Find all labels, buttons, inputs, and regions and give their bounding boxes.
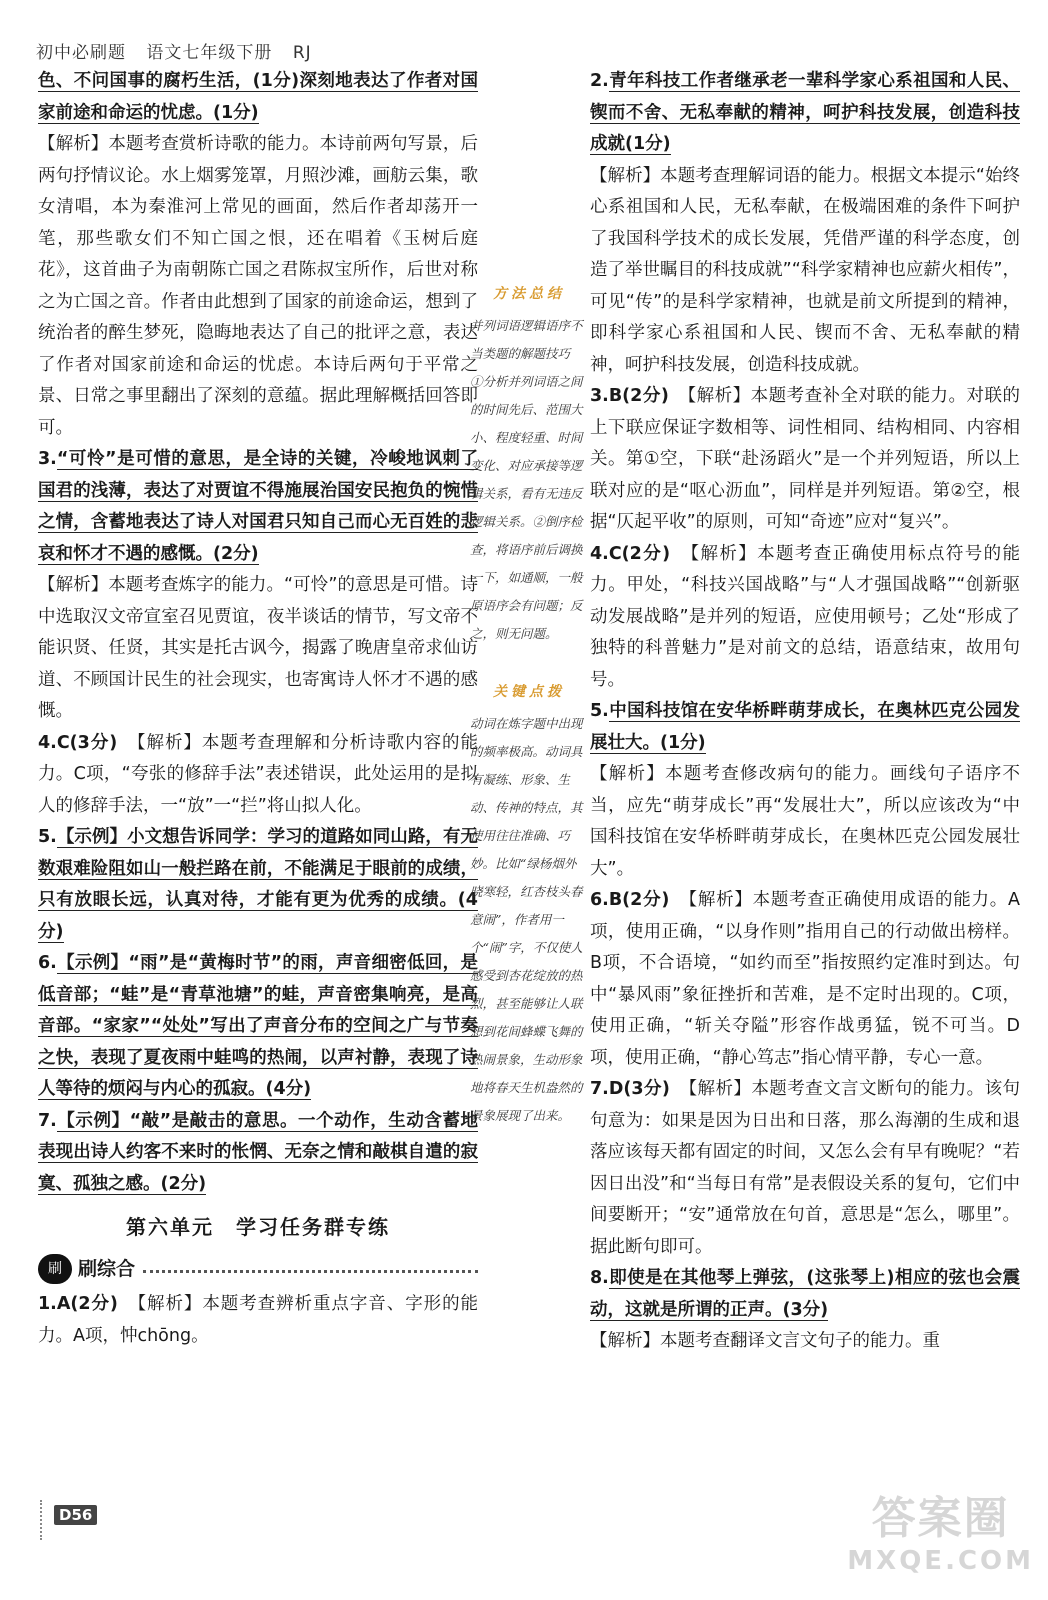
series-name: 初中必刷题 — [36, 43, 126, 63]
side-notes — [470, 280, 588, 1130]
question-3: 3.B(2分) 【解析】本题考查补全对联的能力。对联的上下联应保证字数相等、词性相同、结构相同、内容相关。第①空，下联“赴汤蹈火”是一个并列短语，所以上联对应的是“呕心沥血”，同样是并列短语。第②空，根据“仄起平收”的原则，可知“奇迹”应对“复兴”。 — [590, 386, 1021, 532]
subject-name: 语文七年级下册 — [146, 43, 273, 63]
continued-answer: 色、不问国事的腐朽生活，(1分)深刻地表达了作者对国家前途和命运的忧虑。(1分) — [38, 71, 478, 123]
section-label: 刷综合 — [78, 1257, 136, 1280]
question-7: 7.D(3分) 【解析】本题考查文言文断句的能力。该句句意为：如果是因为日出和日落，那么海潮的生成和退落应该每天都有固定的时间，又怎么会有早有晚呢？“若因日出没”和“当每日有常”是表假设关系的复句，它们中间要断开；“安”通常放在句首，意思是“怎么，哪里”。据此断句即可。 — [590, 1079, 1021, 1257]
question-7-answer: 7.【示例】“敲”是敲击的意思。一个动作，生动含蓄地表现出诗人约客不来时的怅惘、无奈之情和敲棋自遣的寂寞、孤独之感。(2分) — [38, 1110, 478, 1194]
question-2-answer: 2.青年科技工作者继承老一辈科学家心系祖国和人民、锲而不舍、无私奉献的精神，呵护科技发展，创造科技成就(1分) — [590, 71, 1020, 154]
question-2-analysis: 【解析】本题考查理解词语的能力。根据文本提示“始终心系祖国和人民，无私奉献，在极端困难的条件下呵护了我国科学技术的成长发展，凭借严谨的科学态度，创造了举世瞩目的科技成就”“科学家精神也应薪火相传”，可见“传”的是科学家精神，也就是前文所提到的精神，即科学家心系祖国和人民、锲而不舍、无私奉献的精神，呵护科技发展，创造科技成就。 — [590, 165, 1020, 375]
question-5-analysis: 【解析】本题考查修改病句的能力。画线句子语序不当，应先“萌芽成长”再“发展壮大”，所以应该改为“中国科技馆在安华桥畔萌芽成长，在奥林匹克公园发展壮大”。 — [590, 764, 1020, 879]
question-8-answer: 8.即使是在其他琴上弹弦，(这张琴上)相应的弦也会震动，这就是所谓的正声。(3分) — [590, 1268, 1020, 1320]
page-number: D56 — [54, 1505, 97, 1525]
left-column — [38, 66, 478, 1352]
right-column — [590, 66, 1020, 1358]
page-margin-dots — [40, 1500, 46, 1540]
watermark-url: MXQE.COM — [847, 1546, 1034, 1576]
question-5-answer: 5.中国科技馆在安华桥畔萌芽成长，在奥林匹克公园发展壮大。(1分) — [590, 701, 1020, 753]
question-5-answer: 5.【示例】小文想告诉同学：学习的道路如同山路，有无数艰难险阻如山一般拦路在前，不能满足于眼前的成绩，只有放眼长远，认真对待，才能有更为优秀的成绩。(4分) — [38, 827, 478, 942]
dotted-divider — [143, 1270, 478, 1273]
unit-title: 第六单元 学习任务群专练 — [126, 1215, 390, 1239]
section-header — [38, 1254, 478, 1286]
method-summary-text: 并列词语逻辑语序不当类题的解题技巧 ①分析并列词语之间的时间先后、范围大小、程度轻重、时间变化、对应承接等逻辑关系，看有无违反逻辑关系。②倒序检查，将语序前后调换一下，如通顺，一般原语序会有问题；反之，则无问题。 — [470, 318, 583, 641]
question-6-answer: 6.【示例】“雨”是“黄梅时节”的雨，声音细密低回，是低音部；“蛙”是“青草池塘”的蛙，声音密集响亮，是高音部。“家家”“处处”写出了声音分布的空间之广与节奏之快，表现了夏夜雨中蛙鸣的热闹，以声衬静，表现了诗人等待的烦闷与内心的孤寂。(4分) — [38, 953, 478, 1099]
question-3-answer: 3.“可怜”是可惜的意思，是全诗的关键，冷峻地讽刺了国君的浅薄，表达了对贾谊不得施展治国安民抱负的惋惜之情，含蓄地表达了诗人对国君只知自己而心无百姓的悲哀和怀才不遇的感慨。(2分) — [38, 449, 478, 564]
method-summary-title: 方法总结 — [493, 286, 565, 302]
question-8-analysis: 【解析】本题考查翻译文言文句子的能力。重 — [590, 1331, 940, 1351]
key-tips-title: 关键点拨 — [493, 684, 565, 700]
question-4: 4.C(2分) 【解析】本题考查正确使用标点符号的能力。甲处，“科技兴国战略”与“人才强国战略”“创新驱动发展战略”是并列的短语，应使用顿号；乙处“形成了独特的科普魅力”是对前文的总结，语意结束，故用句号。 — [590, 543, 1021, 690]
watermark — [847, 1482, 1034, 1576]
question-1: 1.A(2分) 【解析】本题考查辨析重点字音、字形的能力。A项，忡chōng。 — [38, 1294, 479, 1346]
page-header — [36, 38, 326, 63]
key-tips-text: 动词在炼字题中出现的频率极高。动词具有凝练、形象、生动、传神的特点，其使用往往准确、巧妙。比如“绿杨烟外晓寒轻，红杏枝头春意闹”，作者用一个“闹”字，不仅使人感受到杏花绽放的热烈，甚至能够让人联想到花间蜂蝶飞舞的热闹景象，生动形象地将春天生机盎然的景象展现了出来。 — [470, 716, 583, 1123]
question-4: 4.C(3分) 【解析】本题考查理解和分析诗歌内容的能力。C项，“夸张的修辞手法”表述错误，此处运用的是拟人的修辞手法，一“放”一“拦”将山拟人化。 — [38, 732, 479, 816]
watermark-logo-text: 答案圈 — [871, 1493, 1010, 1544]
question-3-analysis: 【解析】本题考查炼字的能力。“可怜”的意思是可惜。诗中选取汉文帝宣室召见贾谊，夜半谈话的情节，写文帝不能识贤、任贤，其实是托古讽今，揭露了晚唐皇帝求仙访道、不顾国计民生的社会现实，也寄寓诗人怀才不遇的感慨。 — [38, 575, 478, 721]
edition-label: RJ — [292, 43, 312, 63]
question-6: 6.B(2分) 【解析】本题考查正确使用成语的能力。A项，使用正确，“以身作则”指用自己的行动做出榜样。B项，不合语境，“如约而至”指按照约定准时到达。句中“暴风雨”象征挫折和苦难，是不定时出现的。C项，使用正确，“斩关夺隘”形容作战勇猛，锐不可当。D项，使用正确，“静心笃志”指心情平静，专心一意。 — [590, 890, 1020, 1068]
continued-analysis: 【解析】本题考查赏析诗歌的能力。本诗前两句写景，后两句抒情议论。水上烟雾笼罩，月照沙滩，画舫云集，歌女清唱，本为秦淮河上常见的画面，然后作者却荡开一笔，那些歌女们不知亡国之恨，还在唱着《玉树后庭花》，这首曲子为南朝陈亡国之君陈叔宝所作，后世对称之为亡国之音。作者由此想到了国家的前途命运，想到了统治者的醉生梦死，隐晦地表达了自己的批评之意，表达了作者对国家前途和命运的忧虑。本诗后两句于平常之景、日常之事里翻出了深刻的意蕴。据此理解概括回答即可。 — [38, 134, 478, 438]
brush-icon: 刷 — [38, 1254, 72, 1284]
